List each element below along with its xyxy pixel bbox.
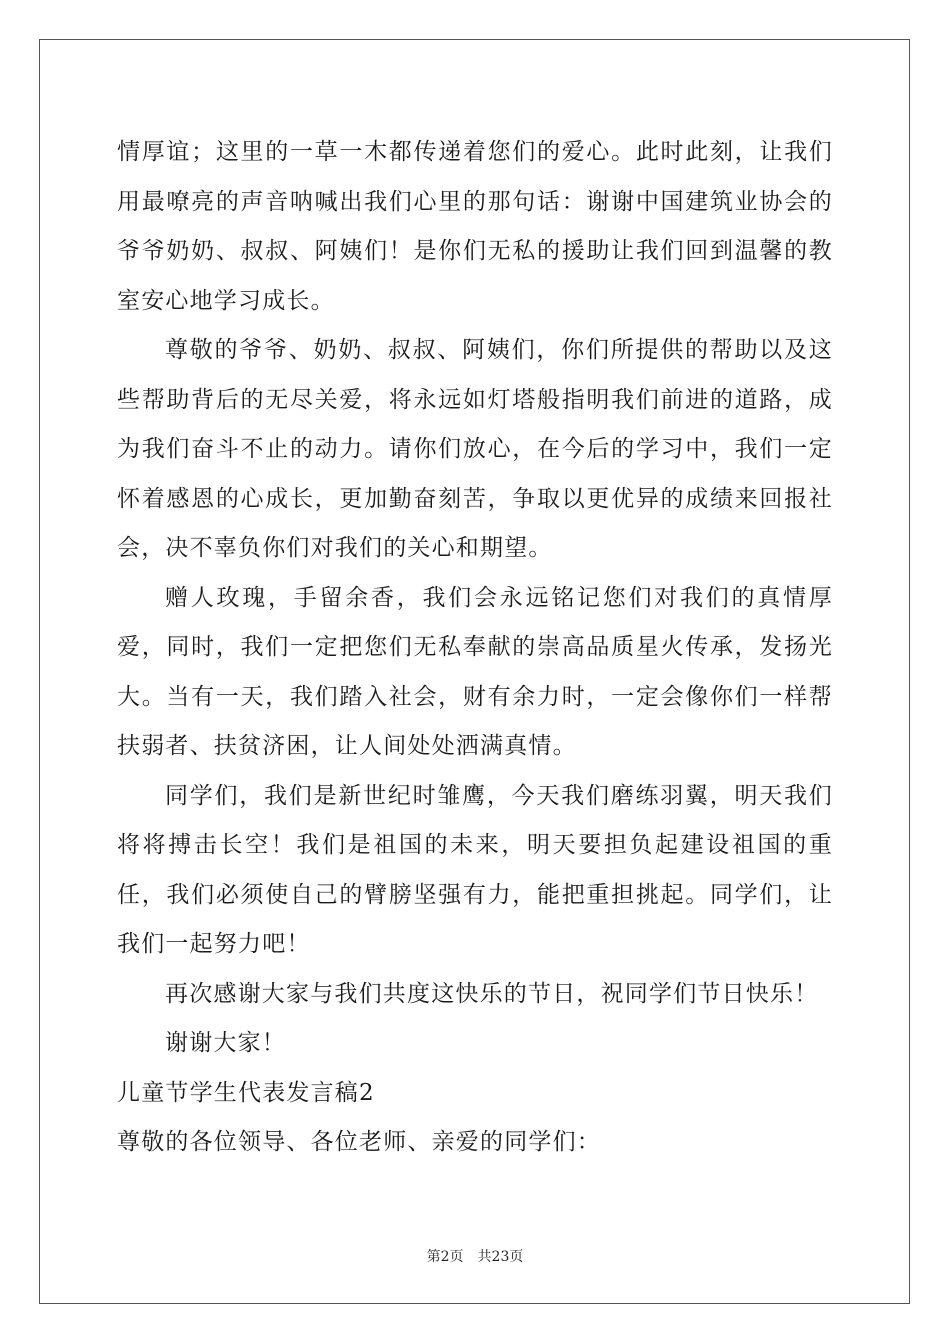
paragraph-4: 同学们，我们是新世纪时雏鹰，今天我们磨练羽翼，明天我们将将搏击长空！我们是祖国的未来，明天要担负起建设祖国的重任，我们必须使自己的臂膀坚强有力，能把重担挑起。同学们，让我们一起努力吧！ [117,782,833,957]
document-body [117,128,833,1168]
paragraph-3: 赠人玫瑰，手留余香，我们会永远铭记您们对我们的真情厚爱，同时，我们一定把您们无私奉献的崇高品质星火传承，发扬光大。当有一天，我们踏入社会，财有余力时，一定会像你们一样帮扶弱者、扶贫济困，让人间处处洒满真情。 [117,584,833,759]
page-number-footer: 第2页 共23页 [426,1249,524,1265]
paragraph-1: 情厚谊；这里的一草一木都传递着您们的爱心。此时此刻，让我们用最嘹亮的声音呐喊出我们心里的那句话：谢谢中国建筑业协会的爷爷奶奶、叔叔、阿姨们！是你们无私的援助让我们回到温馨的教室安心地学习成长。 [117,139,833,314]
paragraph-6: 谢谢大家！ [165,1030,286,1056]
salutation: 尊敬的各位领导、各位老师、亲爱的同学们： [117,1129,601,1155]
paragraph-2: 尊敬的爷爷、奶奶、叔叔、阿姨们，你们所提供的帮助以及这些帮助背后的无尽关爱，将永远如灯塔般指明我们前进的道路，成为我们奋斗不止的动力。请你们放心，在今后的学习中，我们一定怀着感恩的心成长，更加勤奋刻苦，争取以更优异的成绩来回报社会，决不辜负你们对我们的关心和期望。 [117,337,833,561]
section-heading: 儿童节学生代表发言稿2 [117,1079,375,1106]
paragraph-5: 再次感谢大家与我们共度这快乐的节日，祝同学们节日快乐！ [165,980,819,1007]
